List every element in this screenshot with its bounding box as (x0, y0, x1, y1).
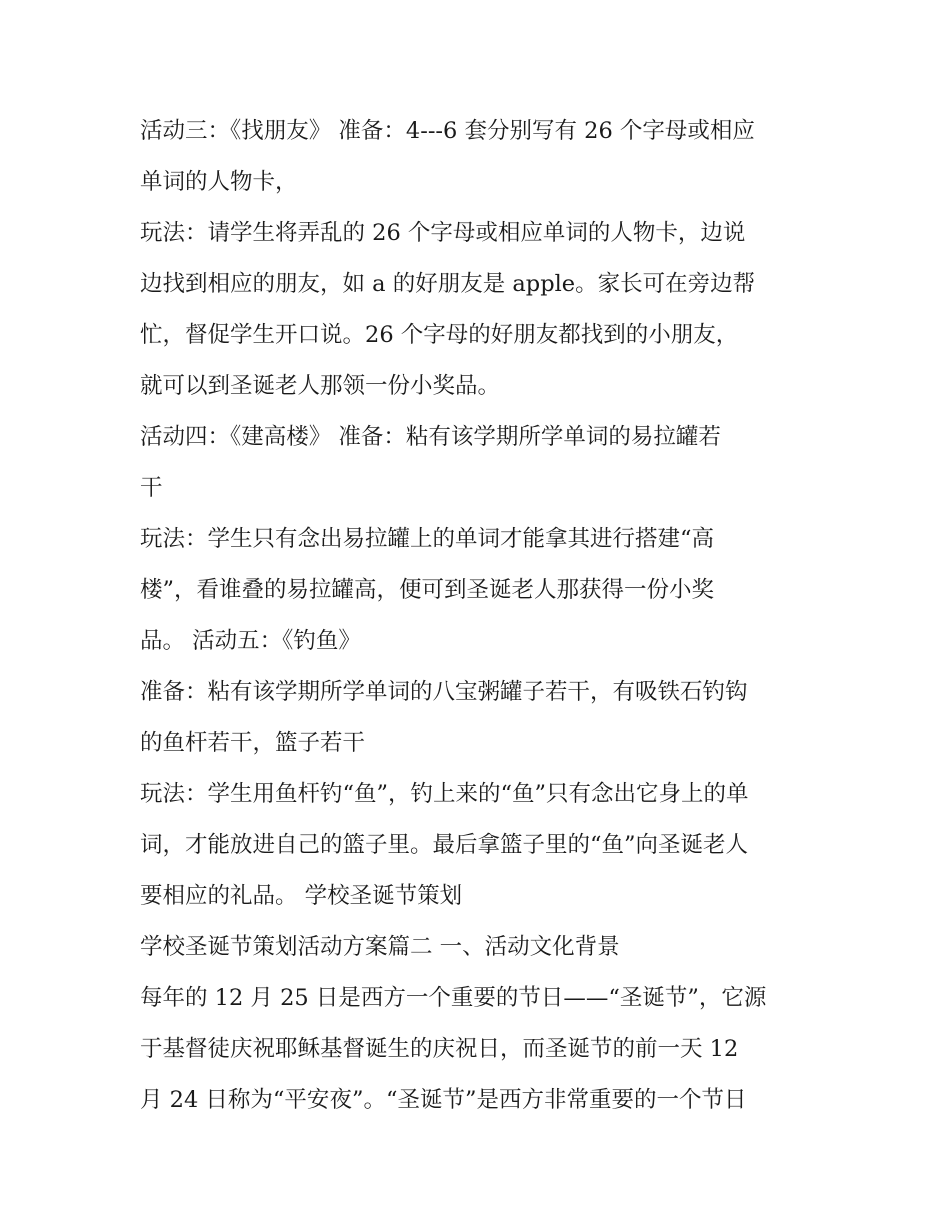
text-line-7: 活动四：《建高楼》 准备：粘有该学期所学单词的易拉罐若 (140, 424, 721, 450)
text-line-4: 边找到相应的朋友，如 a 的好朋友是 apple。家长可在旁边帮 (140, 271, 756, 297)
text-line-11: 品。 活动五：《钓鱼》 (140, 628, 361, 654)
text-line-13: 的鱼杆若干，篮子若干 (140, 730, 366, 756)
text-line-16: 要相应的礼品。 学校圣诞节策划 (140, 883, 463, 909)
text-line-9: 玩法：学生只有念出易拉罐上的单词才能拿其进行搭建“高 (140, 526, 715, 552)
text-line-15: 词，才能放进自己的篮子里。最后拿篮子里的“鱼”向圣诞老人 (140, 832, 749, 858)
document-body (140, 106, 820, 1126)
text-line-5: 忙，督促学生开口说。26 个字母的好朋友都找到的小朋友， (140, 322, 739, 348)
text-line-12: 准备：粘有该学期所学单词的八宝粥罐子若干，有吸铁石钓钩 (140, 679, 748, 705)
text-line-10: 楼”，看谁叠的易拉罐高，便可到圣诞老人那获得一份小奖 (140, 577, 715, 603)
text-line-1: 活动三：《找朋友》 准备：4---6 套分别写有 26 个字母或相应 (140, 118, 755, 144)
text-line-20: 月 24 日称为“平安夜”。“圣诞节”是西方非常重要的一个节日 (140, 1087, 747, 1113)
text-line-17: 学校圣诞节策划活动方案篇二 一、活动文化背景 (140, 934, 620, 960)
text-line-2: 单词的人物卡， (140, 169, 298, 195)
text-line-18: 每年的 12 月 25 日是西方一个重要的节日——“圣诞节”，它源 (140, 985, 767, 1011)
text-line-3: 玩法：请学生将弄乱的 26 个字母或相应单词的人物卡，边说 (140, 220, 746, 246)
text-line-8: 干 (140, 475, 163, 501)
text-line-19: 于基督徒庆祝耶稣基督诞生的庆祝日，而圣诞节的前一天 12 (140, 1036, 739, 1062)
text-line-6: 就可以到圣诞老人那领一份小奖品。 (140, 373, 501, 399)
text-line-14: 玩法：学生用鱼杆钓“鱼”，钓上来的“鱼”只有念出它身上的单 (140, 781, 749, 807)
